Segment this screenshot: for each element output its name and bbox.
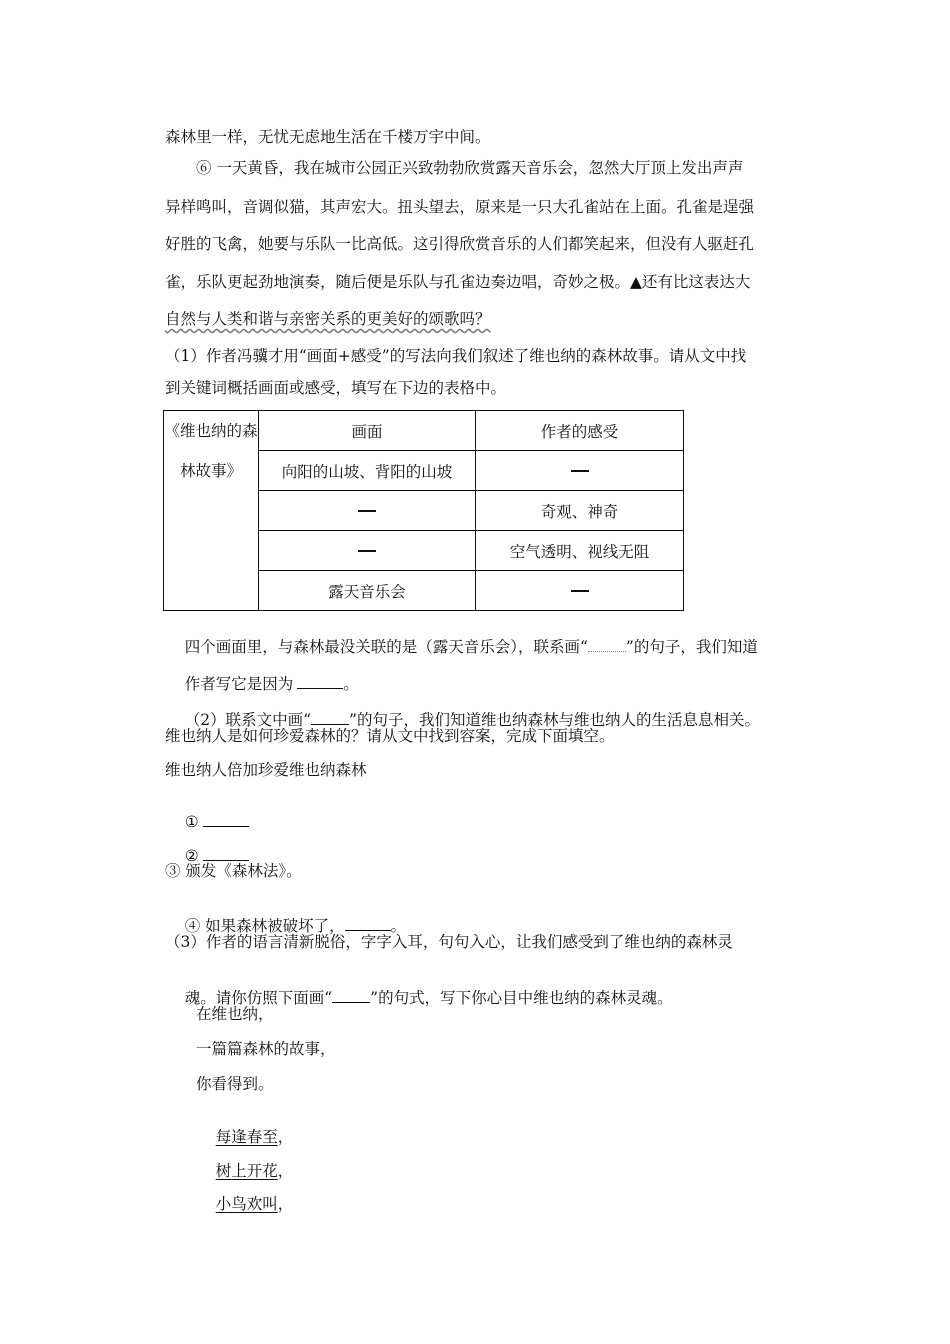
analysis-text: ”的句子，我们知道 (625, 638, 758, 656)
poem-line: 一篇篇森林的故事， (196, 1040, 336, 1058)
poem-line (196, 1174, 293, 1234)
question-2-line: 维也纳人是如何珍爱森林的？请从文中找到容案，完成下面填空。 (165, 727, 615, 745)
row3-feeling: 空气透明、视线无阻 (476, 531, 684, 571)
analysis-text: 作者写它是因为 (184, 675, 294, 693)
underlined-phrase: 树上开花 (215, 1162, 278, 1180)
row4-feeling-blank[interactable] (476, 571, 684, 611)
question-text: ”的句子，我们知道维也纳森林与维也纳人的生活息息相关。 (349, 711, 760, 729)
question-1-line: 到关键词概括画面或感受，填写在下边的表格中。 (165, 379, 507, 397)
row1-feeling-blank[interactable] (476, 451, 684, 491)
header-picture: 画面 (259, 411, 476, 451)
paragraph-6-line: 好胜的飞禽，她要与乐队一比高低。这引得欣赏音乐的人们都笑起来，但没有人驱赶孔 (165, 235, 755, 253)
row2-feeling: 奇观、神奇 (476, 491, 684, 531)
row4-picture: 露天音乐会 (259, 571, 476, 611)
paragraph-6-line: 异样鸣叫，音调似猫，其声宏大。扭头望去，原来是一只大孔雀站在上面。孔雀是逞强 (165, 198, 755, 216)
blank-dash (571, 590, 589, 592)
text-line: 森林里一样，无忧无虑地生活在千楼万宇中间。 (165, 128, 491, 146)
punctuation: ， (277, 1162, 294, 1180)
analysis-text: 四个画面里，与森林最没关联的是（露天音乐会），联系画“ (184, 638, 588, 656)
table-title-cell: 《维也纳的森林故事》 (164, 411, 259, 611)
underlined-phrase: 小鸟欢叫 (215, 1195, 278, 1213)
poem-line: 在维也纳， (196, 1005, 274, 1023)
answer-blank[interactable] (297, 688, 343, 689)
analysis-text: 。 (343, 675, 359, 693)
blank-dash (358, 550, 376, 552)
question-3-line: （3）作者的语言清新脱俗，字字入耳，句句入心，让我们感受到了维也纳的森林灵 (165, 933, 733, 951)
question-1-line: （1）作者冯骥才用“画面+感受”的写法向我们叙述了维也纳的森林故事。请从文中找 (165, 347, 747, 365)
question-text: 魂。请你仿照下面画“ (184, 989, 333, 1007)
punctuation: ， (277, 1128, 294, 1146)
item-number: ① (184, 813, 199, 831)
underlined-phrase: 每逢春至 (215, 1128, 278, 1146)
header-feeling: 作者的感受 (476, 411, 684, 451)
question-2-line: 维也纳人倍加珍爱维也纳森林 (165, 761, 367, 779)
poem-line: 你看得到。 (196, 1075, 274, 1093)
underline-mark (332, 1002, 370, 1003)
wavy-mark-blank (588, 651, 626, 652)
answer-blank[interactable] (345, 930, 391, 931)
question-text: ”的句式，写下你心目中维也纳的森林灵魂。 (370, 989, 673, 1007)
paragraph-6-line: 雀，乐队更起劲地演奏，随后便是乐队与孔雀边奏边唱，奇妙之极。▲还有比这表达大 (165, 273, 751, 291)
row2-picture-blank[interactable] (259, 491, 476, 531)
row1-picture: 向阳的山坡、背阳的山坡 (259, 451, 476, 491)
blank-dash (358, 510, 376, 512)
item-number: ② (184, 847, 199, 865)
question-text: （2）联系文中画“ (184, 711, 312, 729)
row3-picture-blank[interactable] (259, 531, 476, 571)
paragraph-6-line: ⑥ 一天黄昏，我在城市公园正兴致勃勃欣赏露天音乐会，忽然大厅顶上发出声声 (196, 159, 744, 177)
paragraph-6-wavy-sentence: 自然与人类和谐与亲密关系的更美好的颂歌吗？ (165, 310, 491, 328)
punctuation: ， (277, 1195, 294, 1213)
blank-dash (571, 470, 589, 472)
item-text: 。 (390, 917, 407, 935)
list-item-3: ③ 颁发《森林法》。 (165, 862, 302, 880)
forest-story-table (163, 410, 684, 611)
item-text: ④ 如果森林被破坏了， (184, 917, 345, 935)
underline-mark (311, 724, 349, 725)
